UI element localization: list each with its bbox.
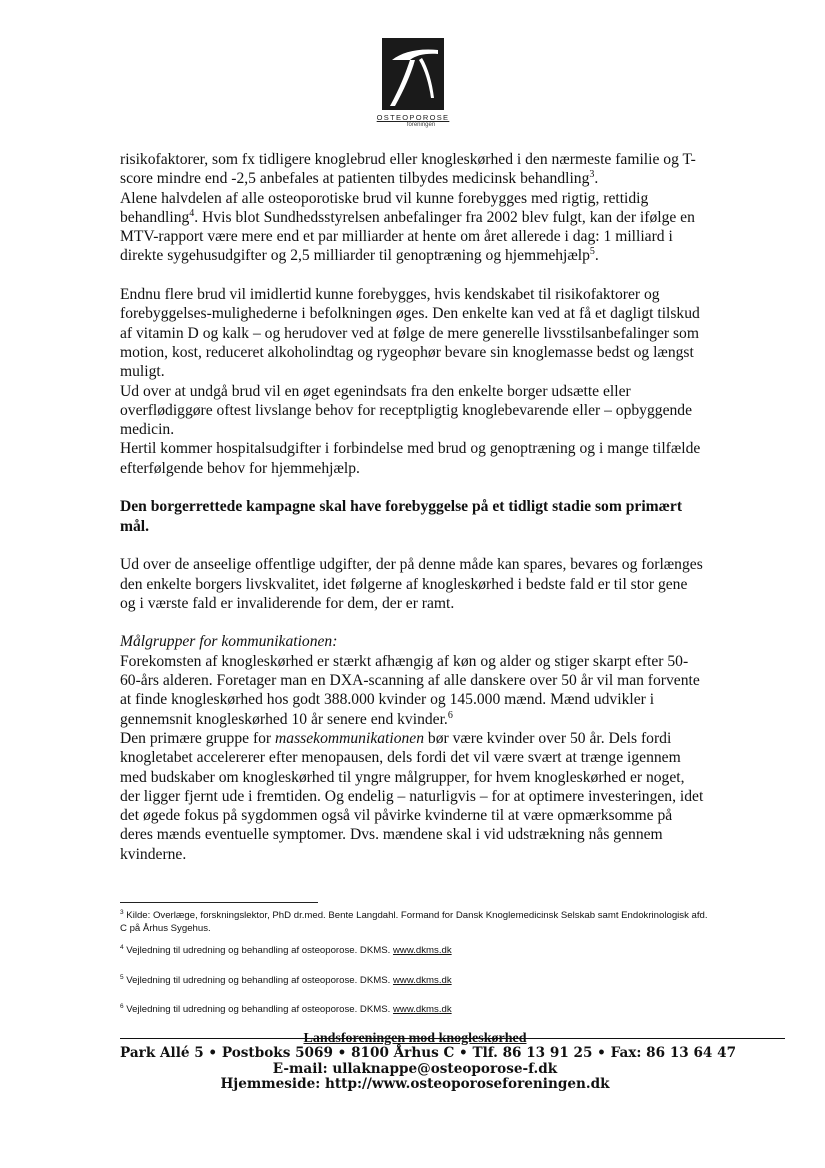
paragraph: risikofaktorer, som fx tidligere knoglebrud eller knogleskørhed i den nærmeste familie og T-score mindre end -2,5 anbefales at patienten tilbydes medicinsk behandling$^3$.	[120, 151, 696, 188]
footer-organization: Landsforeningen mod knogleskørhed	[303, 1031, 527, 1046]
footnotes	[120, 910, 710, 1034]
paragraph: Hertil kommer hospitalsudgifter i forbindelse med brud og genoptræning og i mange tilfælde efterfølgende behov for hjemmehjælp.	[120, 440, 701, 477]
footnote-ref: 4	[189, 207, 195, 219]
logo-name: OSTEOPOROSE	[376, 113, 450, 122]
letter-body	[120, 150, 705, 864]
paragraph: Ud over de anseelige offentlige udgifter, der på denne måde kan spares, bevares og forlænges den enkelte borgers livskvalitet, idet følgerne af knogleskørhed i bedste fald er til stor gene og i værste fald er invaliderende for dem, der er ramt.	[120, 556, 703, 612]
paragraph: Den primære gruppe for massekommunikationen bør være kvinder over 50 år. Dels fordi knogletabet accelererer efter menopausen, dels fordi det vil være svært at trænge igennem med budskaber om knogleskørhed til yngre målgrupper, for hvem knogleskørhed er noget, der ligger fjernt ude i fremtiden. Og endelig – naturligvis – for at optimere investeringen, idet det øgede fokus på sygdommen også vil påvirke kvinderne til at være opmærksomme på deres mænds eventuelle symptomer. Dvs. mændene skal i vid udstrækning nås gennem kvinderne.	[120, 729, 704, 863]
footnote-ref: 5	[589, 246, 595, 258]
paragraph: Endnu flere brud vil imidlertid kunne forebygges, hvis kendskabet til risikofaktorer og forebyggelses-mulighederne i befolkningen øges. Den enkelte kan ved at få et dagligt tilskud af vitamin D og kalk – og herudover ved at følge de mere generelle livsstilsanbefalinger som motion, kost, reduceret alkoholindtag og rygeophør bevare sin knoglemasse bedst og længst muligt.	[120, 286, 700, 381]
footnote-link[interactable]: www.dkms.dk	[392, 945, 452, 956]
footnote: $^6$ Vejledning til udredning og behandling af osteoporose. DKMS. www.dkms.dk	[120, 1003, 452, 1015]
logo-mark-icon	[382, 38, 444, 110]
footnote-ref: 3	[589, 169, 595, 181]
footnote-link[interactable]: www.dkms.dk	[392, 974, 452, 986]
footnote: $^3$ Kilde: Overlæge, forskningslektor, PhD dr.med. Bente Langdahl. Formand for Dansk Knoglemedicinsk Selskab samt Endokrinologisk afd. C på Århus Sygehus.	[120, 909, 708, 934]
logo-subtitle: foreningen	[406, 122, 436, 128]
footnote: $^4$ Vejledning til udredning og behandling af osteoporose. DKMS. www.dkms.dk	[120, 944, 452, 956]
footer-address: Park Allé 5 • Postboks 5069 • 8100 Århus C • Tlf. 86 13 91 25 • Fax: 86 13 64 47	[120, 1045, 737, 1062]
paragraph: Forekomsten af knogleskørhed er stærkt afhængig af køn og alder og stiger skarpt efter 50-60-års alderen. Foretager man en DXA-scanning af alle danskere over 50 år vil man forvente at finde knogleskørhed hos godt 388.000 kvinder og 145.000 mænd. Mænd udvikler i gennemsnit knogleskørhed 10 år senere end kvinder.$^6$	[120, 652, 700, 728]
footnote-ref: 6	[447, 709, 453, 721]
footnote: $^5$ Vejledning til udredning og behandling af osteoporose. DKMS. www.dkms.dk	[120, 973, 452, 986]
paragraph: Ud over at undgå brud vil en øget egenindsats fra den enkelte borger udsætte eller overflødiggøre oftest livslange behov for receptpligtig knoglebevarende eller – opbyggende medicin.	[120, 382, 693, 439]
footer-website[interactable]: Hjemmeside: http://www.osteoporoseforeningen.dk	[220, 1076, 610, 1093]
organization-logo	[376, 38, 450, 128]
footnote-link[interactable]: www.dkms.dk	[392, 1004, 452, 1015]
letterhead-footer	[120, 1031, 737, 1093]
section-heading: Den borgerrettede kampagne skal have forebyggelse på et tidligt stadie som primært mål.	[120, 498, 683, 535]
paragraph: Alene halvdelen af alle osteoporotiske brud vil kunne forebygges med rigtig, rettidig behandling$^4$. Hvis blot Sundhedsstyrelsen anbefalinger fra 2002 blev fulgt, kan der ifølge en MTV-rapport være mere end et par milliarder at hente om året allerede i dag: 1 milliard i direkte sygehusudgifter og 2,5 milliarder til genoptræning og hjemmehjælp$^5$.	[120, 189, 695, 265]
subheading: Målgrupper for kommunikationen:	[120, 633, 338, 651]
footnote-divider	[120, 902, 318, 903]
footer-email[interactable]: E-mail: ullaknappe@osteoporose-f.dk	[272, 1060, 558, 1077]
